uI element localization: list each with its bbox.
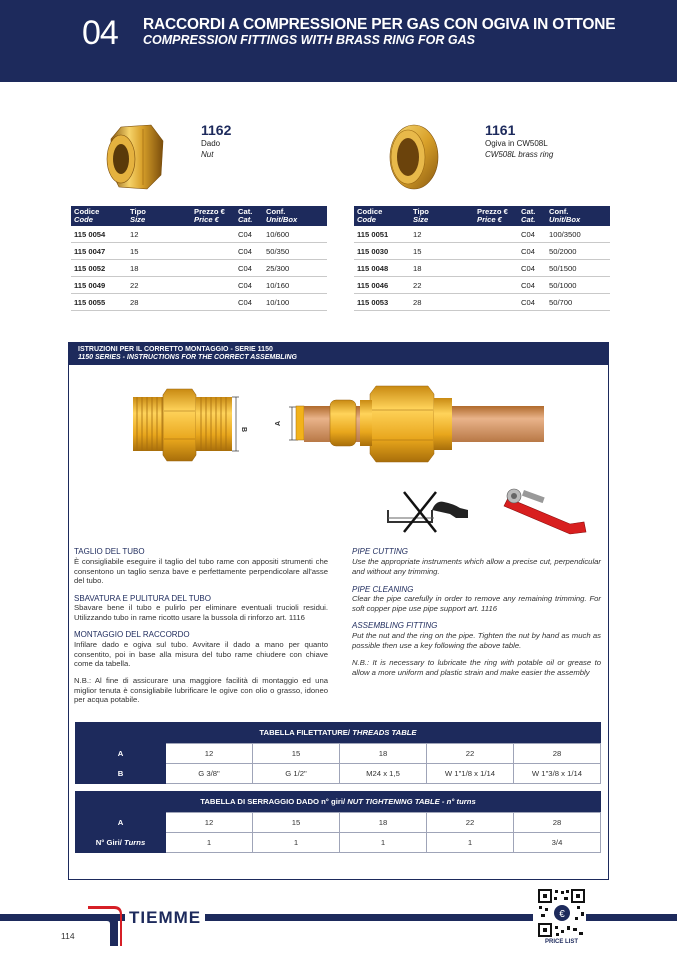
section-text-assembling-it: Infilare dado e ogiva sul tubo. Avvitare il dado a mano per quanto consentito, poi in base alla misura del tubo rame chiudere con chiave come da tabella. <box>74 640 328 669</box>
page-header <box>0 0 677 82</box>
cell-box: 10/100 <box>263 294 327 311</box>
instructions-header <box>69 343 608 365</box>
instructions-title-en: 1150 SERIES - INSTRUCTIONS FOR THE CORRECT ASSEMBLING <box>78 354 297 361</box>
cell-size: 18 <box>410 260 474 277</box>
product-code-1161: 1161 <box>485 122 516 138</box>
cell-size: 12 <box>127 226 191 243</box>
dimension-label-a: A <box>275 420 282 426</box>
table-cell: 22 <box>427 813 514 833</box>
dimension-label-b: B <box>240 427 247 433</box>
cell-code: 115 0054 <box>71 226 127 243</box>
tightening-table-title: TABELLA DI SERRAGGIO DADO n° giri/ NUT TIGHTENING TABLE - n° turns <box>75 791 601 812</box>
table-row <box>354 243 610 260</box>
cell-cat: C04 <box>518 260 546 277</box>
cell-code: 115 0046 <box>354 277 410 294</box>
product-table-1161 <box>354 206 610 311</box>
table-cell: 1 <box>340 833 427 853</box>
table-row <box>354 277 610 294</box>
table-cell: 12 <box>166 744 253 764</box>
cell-price <box>474 243 518 260</box>
fitting-body-diagram <box>128 385 248 465</box>
col-cat: Cat. Cat. <box>518 206 546 226</box>
section-text-nb-en: N.B.: It is necessary to lubricate the ring with potable oil or grease to allow a more uniform and plastic strain and make easier the assembly <box>352 658 601 677</box>
table-cell: 15 <box>253 744 340 764</box>
section-title-assembling-en: ASSEMBLING FITTING <box>352 621 438 630</box>
cell-cat: C04 <box>235 226 263 243</box>
table-cell: 3/4 <box>514 833 601 853</box>
table-row <box>76 813 601 833</box>
table-row <box>71 226 327 243</box>
table-cell: W 1"1/8 x 1/14 <box>427 764 514 784</box>
col-box: Conf. Unit/Box <box>263 206 327 226</box>
section-title-assembling-it: MONTAGGIO DEL RACCORDO <box>74 630 190 639</box>
col-code: Codice Code <box>71 206 127 226</box>
hacksaw-crossed-icon <box>384 488 474 534</box>
page-number: 114 <box>61 931 75 941</box>
table-cell: W 1"3/8 x 1/14 <box>514 764 601 784</box>
product-name-it: Ogiva in CW508L <box>485 139 548 148</box>
table-row <box>354 260 610 277</box>
row-label-b: B <box>76 764 166 784</box>
cell-size: 28 <box>127 294 191 311</box>
cell-cat: C04 <box>235 294 263 311</box>
page-title-english: COMPRESSION FITTINGS WITH BRASS RING FOR GAS <box>143 33 475 47</box>
col-box: Conf. Unit/Box <box>546 206 610 226</box>
cell-price <box>474 294 518 311</box>
table-row <box>76 833 601 853</box>
row-label-turns: N° Giri/ Turns <box>76 833 166 853</box>
footer-rule <box>0 914 533 921</box>
product-table-1162 <box>71 206 327 311</box>
section-title-pipe-cutting-en: PIPE CUTTING <box>352 547 409 556</box>
table-cell: 22 <box>427 744 514 764</box>
cell-cat: C04 <box>235 260 263 277</box>
cell-price <box>474 226 518 243</box>
table-row <box>76 764 601 784</box>
section-text-pipe-cleaning-en: Clear the pipe carefully in order to remove any remaining trimming. For soft copper pipe use pipe support art. 1116 <box>352 594 601 613</box>
cell-size: 28 <box>410 294 474 311</box>
brand-name: TIEMME <box>125 910 205 926</box>
price-list-label: PRICE LIST <box>544 939 578 945</box>
cell-cat: C04 <box>518 294 546 311</box>
table-cell: 12 <box>166 813 253 833</box>
product-name-it: Dado <box>201 139 221 148</box>
col-code: Codice Code <box>354 206 410 226</box>
cell-box: 10/600 <box>263 226 327 243</box>
col-size: Tipo Size <box>127 206 191 226</box>
table-header-row <box>354 206 610 226</box>
cell-cat: C04 <box>235 243 263 260</box>
cell-box: 50/350 <box>263 243 327 260</box>
cell-code: 115 0052 <box>71 260 127 277</box>
table-cell: 1 <box>427 833 514 853</box>
instructions-title-it: ISTRUZIONI PER IL CORRETTO MONTAGGIO - SERIE 1150 <box>78 346 273 353</box>
section-text-assembling-en: Put the nut and the ring on the pipe. Tighten the nut by hand as much as possible then use a key following the above table. <box>352 631 601 650</box>
cell-cat: C04 <box>235 277 263 294</box>
pipe-cutter-icon <box>500 484 592 538</box>
table-row <box>76 744 601 764</box>
cell-box: 50/1500 <box>546 260 610 277</box>
cell-code: 115 0047 <box>71 243 127 260</box>
assembled-fitting-diagram <box>275 380 543 468</box>
cell-size: 22 <box>410 277 474 294</box>
cell-cat: C04 <box>518 243 546 260</box>
section-text-pipe-cutting-it: È consigliabile eseguire il taglio del tubo rame con appositi strumenti che consentono un taglio senza bave e perfettamente perpendicolare all'asse del tubo. <box>74 557 328 586</box>
cell-price <box>191 243 235 260</box>
table-header-row <box>71 206 327 226</box>
table-row <box>71 277 327 294</box>
table-row <box>354 226 610 243</box>
col-size: Tipo Size <box>410 206 474 226</box>
table-cell: 18 <box>340 744 427 764</box>
page-title-italian: RACCORDI A COMPRESSIONE PER GAS CON OGIVA IN OTTONE <box>143 16 616 33</box>
cell-code: 115 0053 <box>354 294 410 311</box>
section-text-pipe-cutting-en: Use the appropriate instruments which allow a precise cut, perpendicular and without any trimming. <box>352 557 601 576</box>
cell-price <box>474 260 518 277</box>
cell-price <box>191 260 235 277</box>
tightening-table <box>75 812 601 853</box>
product-code-1162: 1162 <box>201 122 232 138</box>
cell-size: 12 <box>410 226 474 243</box>
brand-logo-icon <box>88 906 122 946</box>
cell-code: 115 0030 <box>354 243 410 260</box>
chapter-number: 04 <box>82 14 118 52</box>
table-cell: 28 <box>514 744 601 764</box>
cell-size: 22 <box>127 277 191 294</box>
table-cell: 18 <box>340 813 427 833</box>
col-price: Prezzo € Price € <box>191 206 235 226</box>
cell-size: 18 <box>127 260 191 277</box>
cell-code: 115 0051 <box>354 226 410 243</box>
cell-box: 50/700 <box>546 294 610 311</box>
table-row <box>354 294 610 311</box>
table-cell: 28 <box>514 813 601 833</box>
table-row <box>71 260 327 277</box>
threads-table-title: TABELLA FILETTATURE/ THREADS TABLE <box>75 722 601 743</box>
cell-price <box>191 294 235 311</box>
threads-table <box>75 743 601 784</box>
table-row <box>71 243 327 260</box>
cell-price <box>191 277 235 294</box>
row-label-a: A <box>76 744 166 764</box>
table-cell: M24 x 1,5 <box>340 764 427 784</box>
nut-product-image <box>103 119 167 193</box>
cell-box: 50/2000 <box>546 243 610 260</box>
row-label-a: A <box>76 813 166 833</box>
table-cell: 1 <box>253 833 340 853</box>
cell-box: 10/160 <box>263 277 327 294</box>
col-price: Prezzo € Price € <box>474 206 518 226</box>
footer-rule-right <box>586 914 677 921</box>
section-text-pipe-cleaning-it: Sbavare bene il tubo e pulirlo per eliminare eventuali trucioli residui. Utilizzando tubo in rame ricotto usare la bussola di rinforzo art. 1116 <box>74 603 328 622</box>
table-cell: 15 <box>253 813 340 833</box>
cell-cat: C04 <box>518 226 546 243</box>
brass-ring-product-image <box>384 122 440 192</box>
table-cell: G 1/2" <box>253 764 340 784</box>
product-name-en: Nut <box>201 150 214 159</box>
product-name-en: CW508L brass ring <box>485 150 554 159</box>
qr-code-icon[interactable] <box>537 888 586 938</box>
cell-price <box>474 277 518 294</box>
table-cell: G 3/8" <box>166 764 253 784</box>
cell-box: 50/1000 <box>546 277 610 294</box>
section-title-pipe-cleaning-en: PIPE CLEANING <box>352 585 414 594</box>
col-cat: Cat. Cat. <box>235 206 263 226</box>
cell-price <box>191 226 235 243</box>
cell-box: 25/300 <box>263 260 327 277</box>
section-text-nb-it: N.B.: Al fine di assicurare una maggiore facilità di montaggio ed una miglior tenuta è consigliabile lubrificare le ogive con olio o grasso, idoneo per acqua potabile. <box>74 676 328 705</box>
table-row <box>71 294 327 311</box>
cell-cat: C04 <box>518 277 546 294</box>
cell-code: 115 0049 <box>71 277 127 294</box>
svg-text:€: € <box>559 909 565 920</box>
cell-size: 15 <box>410 243 474 260</box>
section-title-pipe-cleaning-it: SBAVATURA E PULITURA DEL TUBO <box>74 594 211 603</box>
cell-size: 15 <box>127 243 191 260</box>
cell-code: 115 0048 <box>354 260 410 277</box>
section-title-pipe-cutting-it: TAGLIO DEL TUBO <box>74 547 145 556</box>
cell-box: 100/3500 <box>546 226 610 243</box>
table-cell: 1 <box>166 833 253 853</box>
cell-code: 115 0055 <box>71 294 127 311</box>
